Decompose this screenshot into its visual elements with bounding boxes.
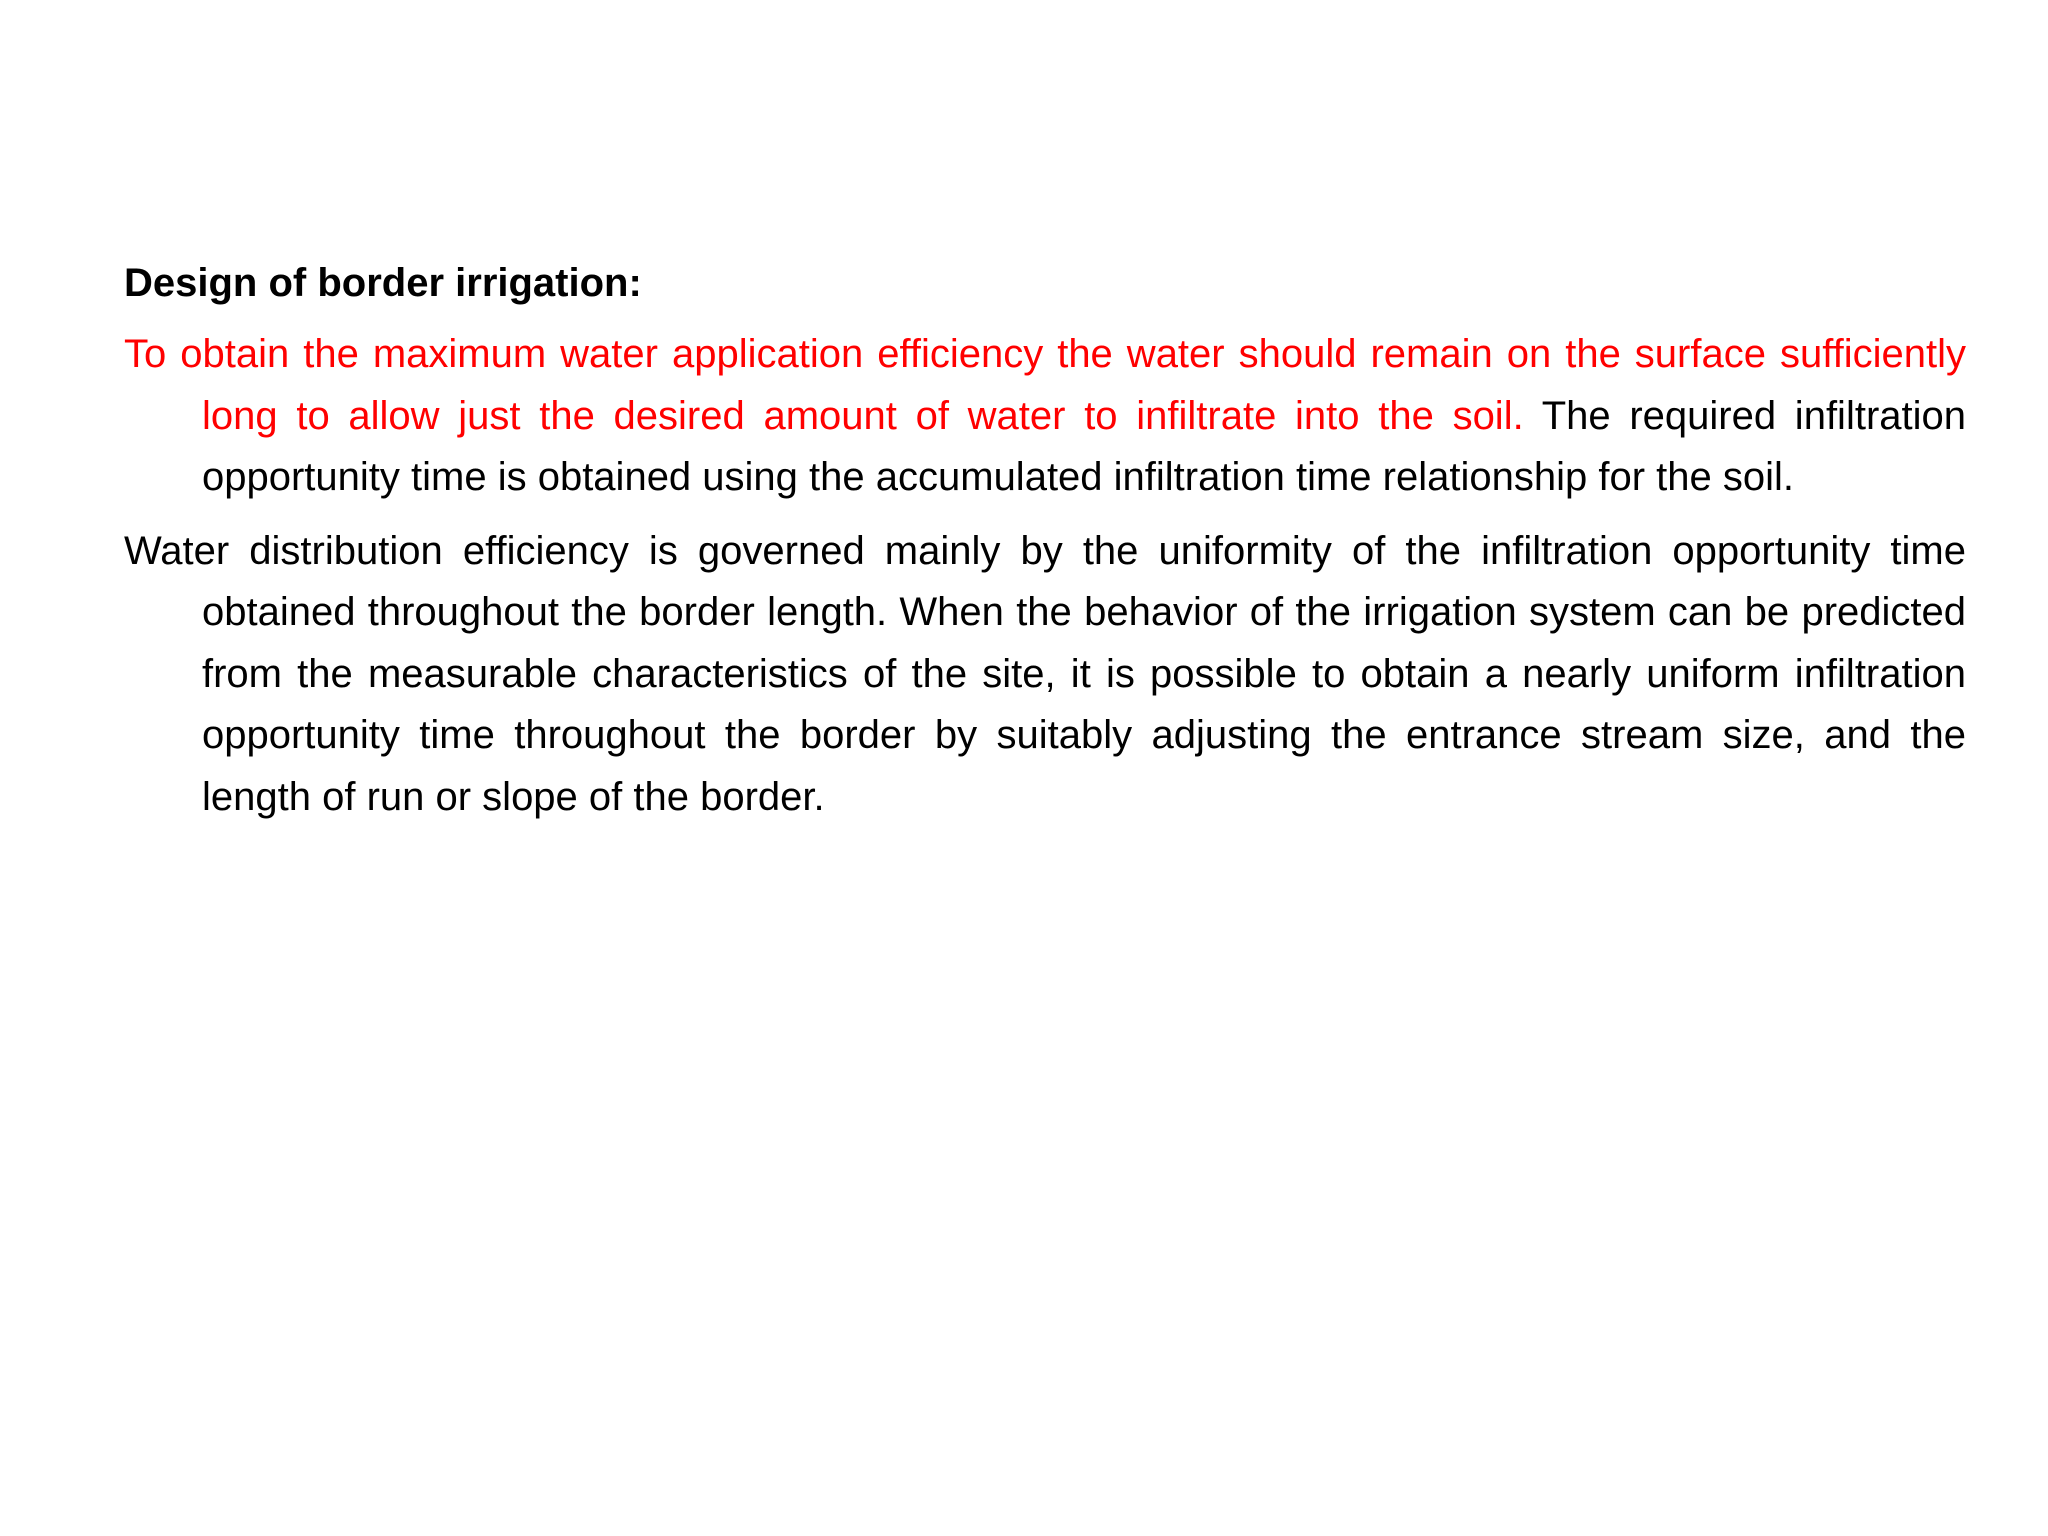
highlighted-text: To obtain the maximum water application efficiency the water should remain on the surface sufficiently long to allow just the desired amount of water to infiltrate into the soil.: [124, 332, 1966, 438]
slide-heading: Design of border irrigation:: [124, 261, 642, 305]
paragraph-text: The required infiltration opportunity time is obtained using the accumulated infiltration time relationship for the soil.: [202, 393, 1966, 499]
slide-content: [124, 252, 1966, 840]
paragraph-infiltration-time: [124, 324, 1966, 509]
paragraph-distribution-efficiency: Water distribution efficiency is governed mainly by the uniformity of the infiltration opportunity time obtained throughout the border length. When the behavior of the irrigation system can be predicted from the measurable characteristics of the site, it is possible to obtain a nearly uniform infiltration opportunity time throughout the border by suitably adjusting the entrance stream size, and the length of run or slope of the border.: [124, 528, 1966, 819]
